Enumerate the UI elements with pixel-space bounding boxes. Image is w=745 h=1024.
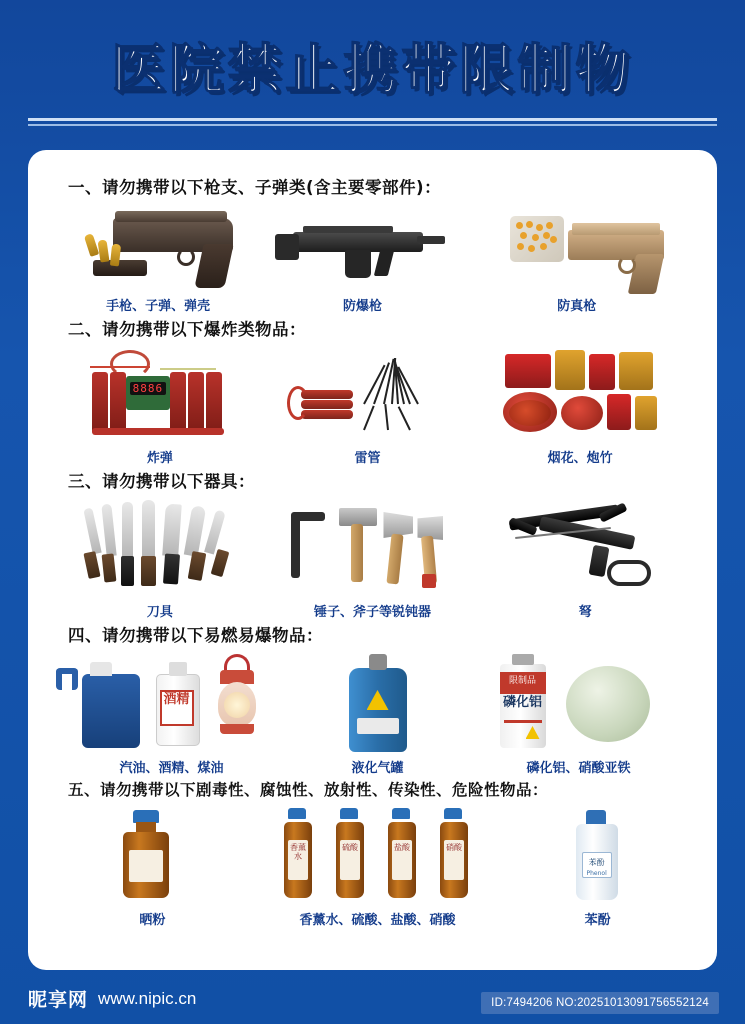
page-title: 医院禁止携带限制物 — [111, 38, 634, 101]
section-4-items — [56, 652, 689, 776]
caption-bomb: 炸弹 — [146, 451, 173, 466]
alcohol-label: 酒精 — [160, 690, 194, 726]
bomb-display: 8886 — [130, 382, 166, 395]
section-2-items — [56, 346, 689, 466]
item-knives — [70, 498, 250, 620]
flammable-liquids-icon — [72, 652, 272, 752]
section-tools — [56, 468, 689, 620]
chemicals-icon — [484, 652, 674, 752]
content-card — [28, 150, 717, 970]
detonator-icon — [277, 346, 457, 442]
can-label-main: 磷化铝 — [502, 695, 542, 710]
item-hammer-axe — [277, 498, 467, 620]
divider-line-2 — [28, 124, 717, 126]
item-replica-gun — [482, 204, 672, 314]
section-3-items — [56, 498, 689, 620]
phenol-label-cn: 苯酚 — [588, 858, 605, 867]
watermark — [28, 985, 196, 1012]
caption-pistol: 手枪、子弹、弹壳 — [106, 299, 211, 314]
riot-gun-icon — [277, 204, 447, 290]
watermark-url: www.nipic.cn — [98, 988, 197, 1008]
caption-crossbow: 弩 — [578, 605, 592, 620]
replica-gun-icon — [482, 204, 672, 290]
section-1-items — [56, 204, 689, 314]
poster-footer — [0, 970, 745, 1024]
item-detonator — [277, 346, 457, 466]
acid-label-4: 硝酸 — [444, 840, 464, 880]
item-pistol — [73, 204, 243, 314]
section-guns — [56, 174, 689, 314]
section-title-1: 一、请勿携带以下枪支、子弹类(含主要零部件)： — [68, 178, 442, 197]
item-phenol-bottle — [528, 806, 668, 928]
caption-riot-gun: 防爆枪 — [342, 299, 382, 314]
acid-label-2: 硫酸 — [340, 840, 360, 880]
caption-knives: 刀具 — [146, 605, 173, 620]
section-title-5: 五、请勿携带以下剧毒性、腐蚀性、放射性、传染性、危险性物品： — [68, 781, 549, 799]
item-flammable-liquids — [72, 652, 272, 776]
caption-amber-bottle: 晒粉 — [139, 913, 166, 928]
caption-fireworks: 烟花、炮竹 — [547, 451, 613, 466]
phenol-label-en: Phenol — [586, 870, 607, 877]
pistol-icon — [73, 204, 243, 290]
caption-replica-gun: 防真枪 — [557, 299, 597, 314]
phenol-bottle-icon — [528, 806, 668, 904]
section-title-2: 二、请勿携带以下爆炸类物品： — [68, 320, 306, 339]
caption-chemicals: 磷化铝、硝酸亚铁 — [526, 761, 631, 776]
item-bomb — [70, 346, 250, 466]
crossbow-icon — [495, 498, 675, 596]
caption-gas-cylinder: 液化气罐 — [351, 761, 404, 776]
item-amber-bottle — [77, 806, 227, 928]
hammer-axe-icon — [277, 498, 467, 596]
gas-cylinder-icon — [303, 652, 453, 752]
header-divider — [28, 118, 717, 128]
item-riot-gun — [277, 204, 447, 314]
caption-flammable-liquids: 汽油、酒精、煤油 — [119, 761, 224, 776]
watermark-logo: 昵享网 — [28, 989, 89, 1011]
acid-label-1: 香薰水 — [288, 840, 308, 880]
acid-label-3: 盐酸 — [392, 840, 412, 880]
poster-header — [30, 30, 715, 110]
bomb-icon — [70, 346, 250, 442]
item-fireworks — [485, 346, 675, 466]
caption-phenol-bottle: 苯酚 — [584, 913, 611, 928]
item-crossbow — [495, 498, 675, 620]
caption-detonator: 雷管 — [354, 451, 381, 466]
caption-acid-bottles: 香薰水、硫酸、盐酸、硝酸 — [299, 913, 456, 928]
section-flammable — [56, 622, 689, 776]
caption-hammer-axe: 锤子、斧子等锐钝器 — [313, 605, 431, 620]
acid-bottles-icon — [270, 806, 485, 904]
item-acid-bottles — [270, 806, 485, 928]
fireworks-icon — [485, 346, 675, 442]
amber-bottle-icon — [77, 806, 227, 904]
section-explosives — [56, 316, 689, 466]
item-gas-cylinder — [303, 652, 453, 776]
section-title-4: 四、请勿携带以下易燃易爆物品： — [68, 626, 323, 645]
section-5-items — [56, 806, 689, 928]
divider-line-1 — [28, 118, 717, 121]
knives-icon — [70, 498, 250, 596]
can-label-top: 限制品 — [508, 676, 536, 686]
id-badge: ID:7494206 NO:20251013091756552124 — [481, 992, 719, 1014]
section-toxic — [56, 778, 689, 928]
section-title-3: 三、请勿携带以下器具： — [68, 472, 255, 491]
item-chemicals — [484, 652, 674, 776]
